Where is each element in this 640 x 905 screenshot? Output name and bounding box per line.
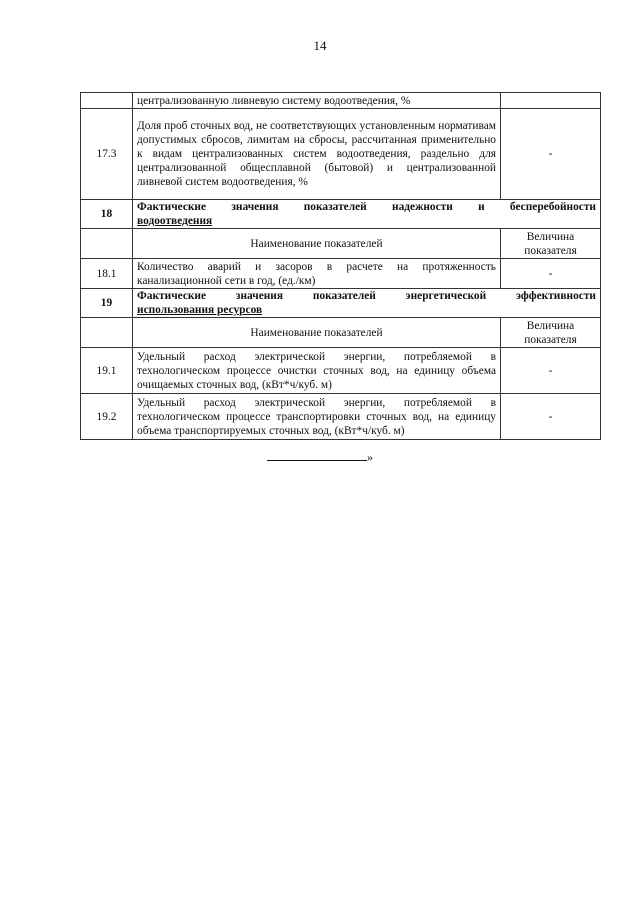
header-number-cell [81, 229, 133, 259]
row-number-cell: 19.1 [81, 348, 133, 394]
section-title-line1: Фактические значения показателей надежности и бесперебойности [137, 201, 596, 213]
indicator-value-cell: - [501, 348, 601, 394]
header-number-cell [81, 318, 133, 348]
section-number-cell: 18 [81, 200, 133, 229]
indicator-name-cell: Удельный расход электрической энергии, потребляемой в технологическом процессе очистки сточных вод, на единицу объема очищаемых сточных вод, (кВт*ч/куб. м) [133, 348, 501, 394]
table-row [81, 348, 601, 394]
table-row [81, 394, 601, 440]
closing-quote-mark: » [367, 450, 373, 464]
indicator-name-cell: Количество аварий и засоров в расчете на протяженность канализационной сети в год, (ед./км) [133, 259, 501, 289]
indicators-table [80, 92, 601, 440]
row-number-cell: 19.2 [81, 394, 133, 440]
table-row [81, 109, 601, 200]
indicator-name-cell: Удельный расход электрической энергии, потребляемой в технологическом процессе транспортировки сточных вод, на единицу объема транспортируемых сточных вод, (кВт*ч/куб. м) [133, 394, 501, 440]
section-title-line1: Фактические значения показателей энергетической эффективности [137, 290, 596, 302]
section-header-row [81, 200, 601, 229]
table-row [81, 259, 601, 289]
section-number-cell: 19 [81, 289, 133, 318]
column-header-row [81, 318, 601, 348]
value-header-cell: Величина показателя [501, 229, 601, 259]
closing-line [0, 450, 640, 465]
page-number: 14 [313, 38, 327, 53]
section-title-cell [133, 200, 601, 229]
indicator-name-cell: Доля проб сточных вод, не соответствующих установленным нормативам допустимых сбросов, лимитам на сбросы, рассчитанная применительно к видам централизованных систем водоотведения, раздельно для централизованной общесплавной (бытовой) и централизованной ливневой систем водоотведения, % [133, 109, 501, 200]
section-header-row [81, 289, 601, 318]
closing-underline [267, 451, 367, 461]
indicator-value-cell: - [501, 259, 601, 289]
row-number-cell [81, 93, 133, 109]
value-header-cell: Величина показателя [501, 318, 601, 348]
column-header-row [81, 229, 601, 259]
indicator-value-cell: - [501, 394, 601, 440]
name-header-cell: Наименование показателей [133, 229, 501, 259]
table-row-continuation [81, 93, 601, 109]
indicator-name-cell: централизованную ливневую систему водоотведения, % [133, 93, 501, 109]
indicator-value-cell [501, 93, 601, 109]
indicator-value-cell: - [501, 109, 601, 200]
name-header-cell: Наименование показателей [133, 318, 501, 348]
section-title-line2: водоотведения [137, 215, 213, 227]
section-title-cell [133, 289, 601, 318]
row-number-cell: 18.1 [81, 259, 133, 289]
row-number-cell: 17.3 [81, 109, 133, 200]
section-title-line2: использования ресурсов [137, 304, 263, 316]
